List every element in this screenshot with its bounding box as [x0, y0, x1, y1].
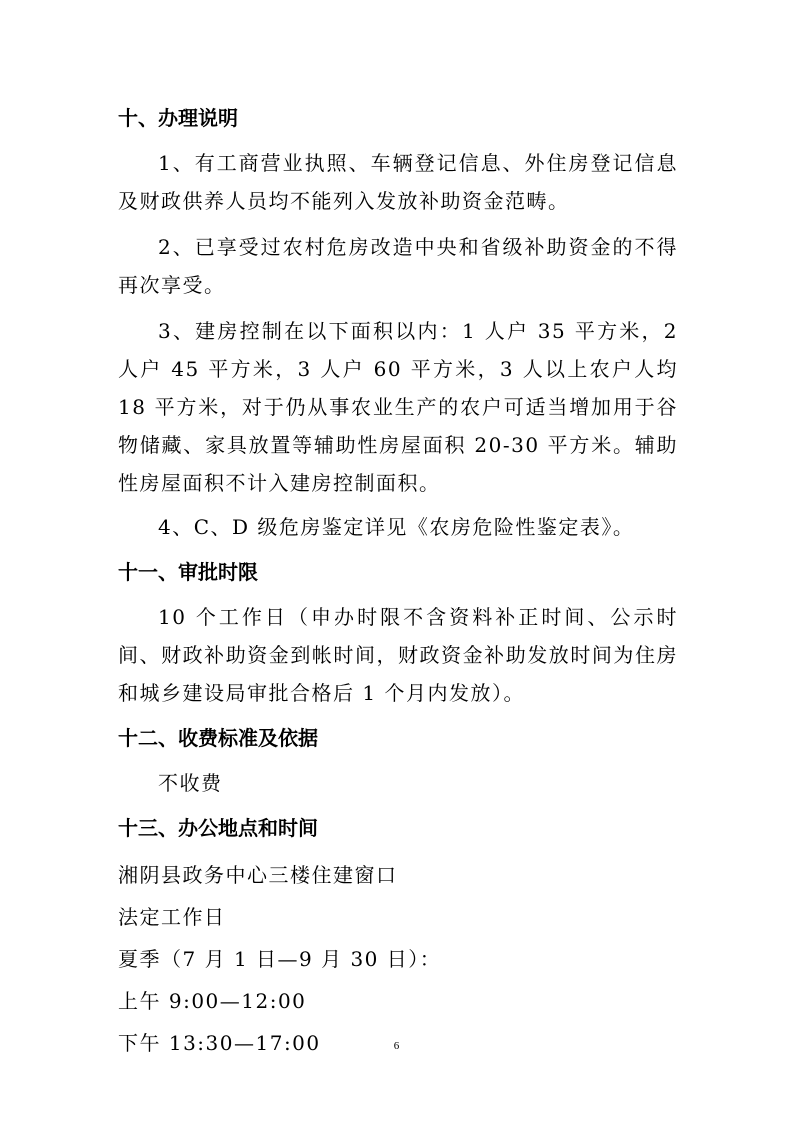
document-body — [118, 98, 678, 1064]
section-heading-office-location-hours: 十三、办公地点和时间 — [118, 816, 318, 840]
section-heading-fee-standard: 十二、收费标准及依据 — [118, 726, 318, 750]
office-summer-season: 夏季（7 月 1 日—9 月 30 日）： — [118, 947, 442, 971]
office-workdays: 法定工作日 — [118, 905, 226, 929]
office-afternoon-hours: 下午 13:30—17:00 — [118, 1031, 321, 1055]
section-heading-processing-notes: 十、办理说明 — [118, 106, 238, 130]
office-morning-hours: 上午 9:00—12:00 — [118, 989, 307, 1013]
page-number: 6 — [393, 1040, 400, 1052]
note-item-1: 1、有工商营业执照、车辆登记信息、外住房登记信息及财政供养人员均不能列入发放补助资金范畴。 — [118, 151, 678, 213]
fee-standard-text: 不收费 — [158, 771, 223, 795]
approval-time-limit-text: 10 个工作日（申办时限不含资料补正时间、公示时间、财政补助资金到帐时间，财政资金补助发放时间为住房和城乡建设局审批合格后 1 个月内发放）。 — [118, 605, 678, 705]
office-location: 湘阴县政务中心三楼住建窗口 — [118, 863, 398, 887]
note-item-4: 4、C、D 级危房鉴定详见《农房危险性鉴定表》。 — [158, 515, 635, 539]
section-heading-approval-time-limit: 十一、审批时限 — [118, 560, 258, 584]
note-item-3: 3、建房控制在以下面积以内：1 人户 35 平方米，2 人户 45 平方米，3 人户 60 平方米，3 人以上农户人均 18 平方米，对于仍从事农业生产的农户可适当增加用于谷物储藏、家具放置等辅助性房屋面积 20-30 平方米。辅助性房屋面积不计入建房控制面积。 — [118, 319, 678, 495]
note-item-2: 2、已享受过农村危房改造中央和省级补助资金的不得再次享受。 — [118, 235, 678, 297]
